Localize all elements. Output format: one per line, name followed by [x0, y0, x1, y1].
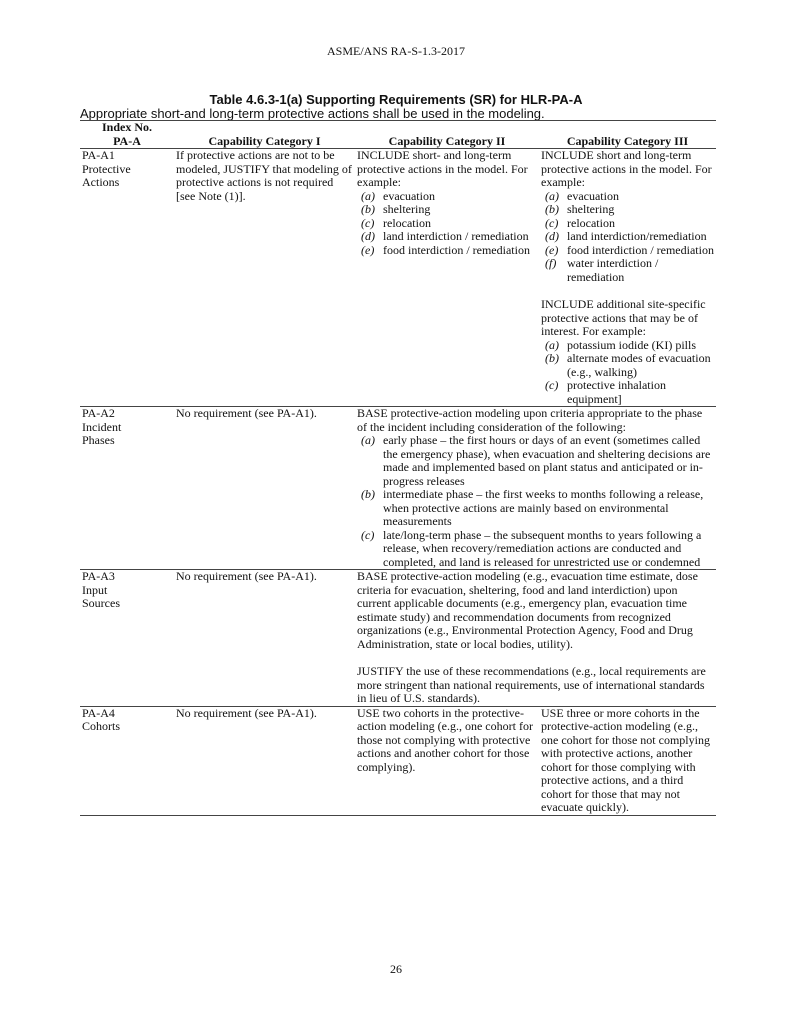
- index-title: Phases: [82, 433, 115, 447]
- list-item: [357, 434, 714, 488]
- requirement-text: USE three or more cohorts in the protective-action modeling (e.g., one cohort for those not complying with protective actions, another cohort for those complying with protective actions, and a third cohort for those that may not evacuate quickly).: [541, 705, 710, 814]
- list-marker: (a): [545, 337, 559, 352]
- list-marker: (e): [361, 242, 375, 257]
- example-list: [541, 190, 714, 285]
- list-text: potassium iodide (KI) pills: [567, 337, 696, 352]
- table-title: Table 4.6.3-1(a) Supporting Requirements (SR) for HLR-PA-A: [209, 92, 583, 107]
- table-subtitle: Appropriate short-and long-term protective actions shall be used in the modeling.: [80, 106, 545, 121]
- list-item: [541, 230, 714, 244]
- cc1-cell: [174, 407, 355, 570]
- header-cc3: Capability Category III: [566, 133, 689, 148]
- table-row: [80, 149, 716, 407]
- list-item: [357, 529, 714, 570]
- list-text: late/long-term phase – the subsequent months to years following a release, when recovery/remediation actions are conducted and completed, and land is released for unrestricted use or condemned: [383, 527, 702, 569]
- list-marker: (c): [545, 378, 559, 392]
- list-text: food interdiction / remediation: [383, 242, 530, 257]
- requirement-text: No requirement (see PA-A1).: [176, 569, 317, 583]
- header-cc2: Capability Category II: [388, 133, 506, 148]
- cc2-cc3-cell: [355, 407, 716, 570]
- phase-list: [357, 434, 714, 569]
- cc2-cell: [355, 706, 539, 815]
- cc3-cell: [539, 706, 716, 815]
- requirement-text: JUSTIFY the use of these recommendations (e.g., local requirements are more stringent than national requirements, use of international standards in lieu of U.S. standards).: [357, 664, 706, 705]
- cc2-cc3-cell: [355, 570, 716, 707]
- requirement-text: INCLUDE short- and long-term protective actions in the model. For example:: [357, 148, 528, 189]
- list-item: [357, 203, 537, 217]
- list-marker: (d): [361, 229, 375, 243]
- index-title: Incident: [82, 419, 122, 434]
- table-row: [80, 706, 716, 815]
- index-number: PA-A3: [82, 569, 115, 583]
- list-text: sheltering: [383, 202, 431, 216]
- list-marker: (c): [361, 215, 375, 230]
- list-marker: (b): [361, 202, 375, 216]
- index-title: Protective: [82, 161, 131, 176]
- list-text: evacuation: [567, 188, 619, 203]
- header-cc1: Capability Category I: [208, 133, 321, 148]
- requirement-text: INCLUDE additional site-specific protective actions that may be of interest. For example:: [541, 297, 706, 338]
- list-text: relocation: [567, 215, 615, 230]
- list-marker: (c): [545, 215, 559, 230]
- requirement-text: No requirement (see PA-A1).: [176, 705, 317, 720]
- requirement-text: No requirement (see PA-A1).: [176, 406, 317, 420]
- header-index: [80, 121, 174, 149]
- requirement-text: BASE protective-action modeling upon criteria appropriate to the phase of the incident including consideration of the following:: [357, 406, 703, 434]
- list-marker: (f): [545, 256, 557, 270]
- list-text: relocation: [383, 215, 431, 230]
- index-title: Actions: [82, 175, 120, 189]
- index-title: Sources: [82, 596, 120, 610]
- index-cell: [80, 149, 174, 407]
- list-text: sheltering: [567, 202, 615, 216]
- list-text: alternate modes of evacuation (e.g., walking): [567, 351, 711, 379]
- list-text: land interdiction / remediation: [383, 229, 529, 243]
- list-item: [541, 244, 714, 258]
- cc1-cell: [174, 570, 355, 707]
- list-marker: (b): [361, 487, 375, 501]
- index-cell: [80, 407, 174, 570]
- page-number: 26: [390, 962, 402, 976]
- requirement-text: USE two cohorts in the protective-action modeling (e.g., one cohort for those not complying with protective actions and another cohort for those complying).: [357, 705, 533, 774]
- example-list: [357, 190, 537, 258]
- list-marker: (a): [361, 188, 375, 203]
- list-text: evacuation: [383, 188, 435, 203]
- list-item: [357, 217, 537, 231]
- list-marker: (e): [545, 242, 559, 257]
- list-text: protective inhalation equipment]: [567, 378, 666, 406]
- header-index-line1: Index No.: [101, 120, 152, 134]
- list-item: [541, 190, 714, 204]
- index-number: PA-A4: [82, 705, 115, 720]
- list-item: [357, 488, 714, 529]
- list-item: [541, 217, 714, 231]
- list-item: [541, 352, 714, 379]
- cc3-cell: [539, 149, 716, 407]
- list-marker: (b): [545, 351, 559, 365]
- index-cell: [80, 706, 174, 815]
- list-text: intermediate phase – the first weeks to months following a release, when protective actions are mainly based on environmental measurements: [383, 487, 704, 528]
- list-item: [541, 203, 714, 217]
- list-marker: (a): [361, 433, 375, 447]
- list-text: food interdiction / remediation: [567, 242, 714, 257]
- cc1-cell: [174, 706, 355, 815]
- table-row: [80, 407, 716, 570]
- list-marker: (c): [361, 527, 375, 542]
- requirement-text: BASE protective-action modeling (e.g., evacuation time estimate, dose criteria for evacuation, sheltering, food and land interdiction) upon current applicable documents (e.g., emergency plan, evacuation time estimate study) and recommendation documents from recognized organizations (e.g., Environmental Protection Agency, Food and Drug Administration, state or local bodies, utility).: [357, 569, 698, 651]
- list-marker: (d): [545, 229, 559, 243]
- list-text: early phase – the first hours or days of an event (sometimes called the emergency phase), when evacuation and sheltering decisions are made and implemented based on plant status and anticipated or in-progress releases: [383, 433, 711, 488]
- list-text: water interdiction / remediation: [567, 256, 659, 284]
- list-marker: (b): [545, 202, 559, 216]
- index-number: PA-A2: [82, 406, 115, 420]
- list-item: [357, 244, 537, 258]
- index-number: PA-A1: [82, 148, 115, 162]
- index-cell: [80, 570, 174, 707]
- requirement-text: If protective actions are not to be modeled, JUSTIFY that modeling of protective actions is not required [see Note (1)].: [176, 148, 352, 203]
- requirement-text: INCLUDE short and long-term protective actions in the model. For example:: [541, 148, 712, 189]
- index-title: Cohorts: [82, 719, 121, 733]
- list-item: [541, 257, 714, 284]
- list-item: [541, 379, 714, 406]
- requirements-table: [80, 120, 716, 816]
- cc1-cell: [174, 149, 355, 407]
- table-row: [80, 570, 716, 707]
- list-item: [357, 230, 537, 244]
- table-header-row: [80, 121, 716, 149]
- cc2-cell: [355, 149, 539, 407]
- running-header: ASME/ANS RA-S-1.3-2017: [326, 44, 465, 58]
- example-list: [541, 339, 714, 407]
- header-index-line2: PA-A: [113, 133, 141, 148]
- index-title: Input: [82, 582, 108, 597]
- list-marker: (a): [545, 188, 559, 203]
- list-item: [541, 339, 714, 353]
- list-item: [357, 190, 537, 204]
- list-text: land interdiction/remediation: [567, 229, 707, 243]
